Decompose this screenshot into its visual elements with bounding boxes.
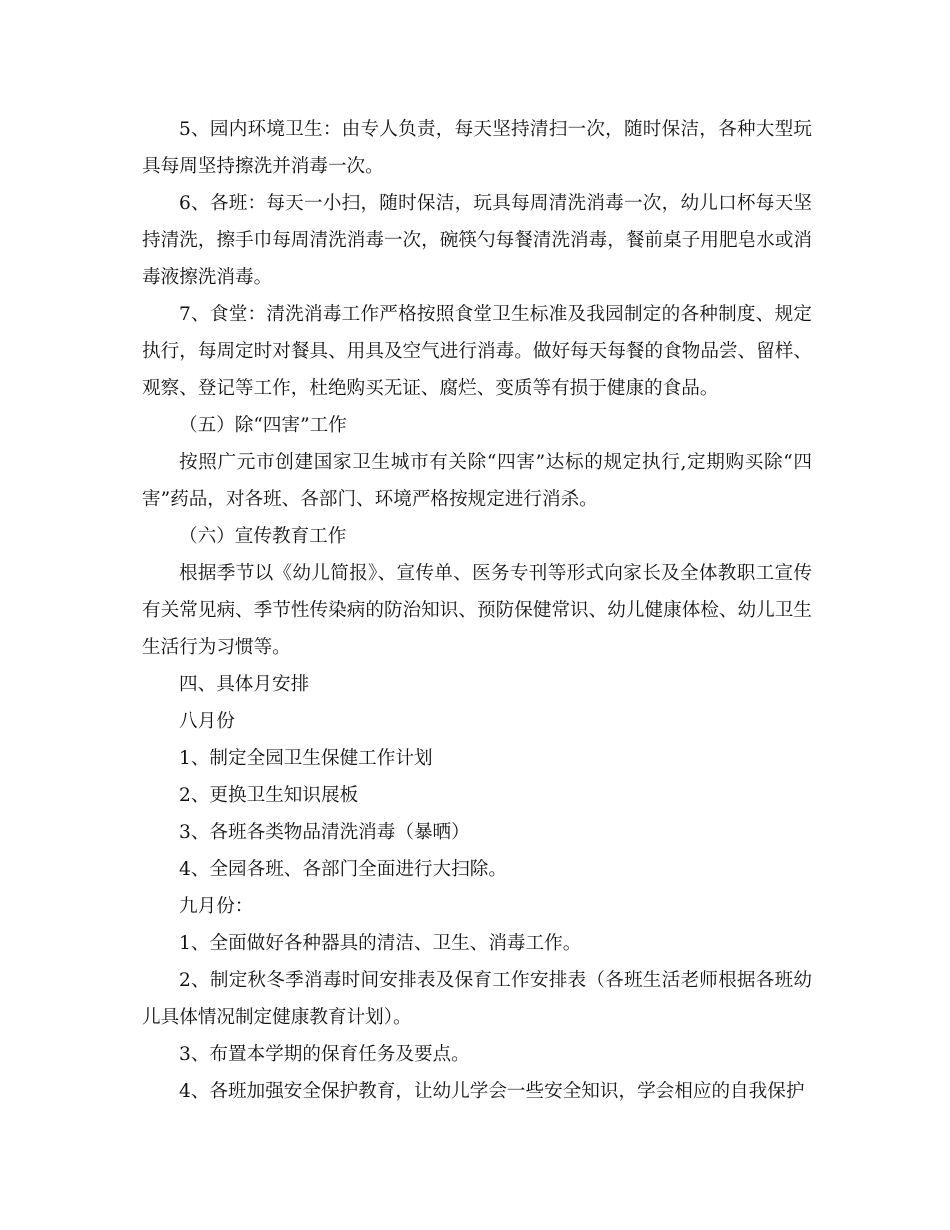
list-item: 4、各班加强安全保护教育，让幼儿学会一些安全知识，学会相应的自我保护 [179, 1081, 805, 1102]
section-heading-education: （六）宣传教育工作 [179, 526, 347, 547]
paragraph-environment-hygiene: 5、园内环境卫生：由专人负责，每天坚持清扫一次，随时保洁，各种大型玩具每周坚持擦洗并消毒一次。 [142, 119, 812, 177]
list-item: 1、全面做好各种器具的清洁、卫生、消毒工作。 [179, 933, 582, 954]
list-item: 1、制定全园卫生保健工作计划 [179, 748, 433, 769]
paragraph-education: 根据季节以《幼儿简报》、宣传单、医务专刊等形式向家长及全体教职工宣传有关常见病、季节性传染病的防治知识、预防保健常识、幼儿健康体检、幼儿卫生生活行为习惯等。 [142, 563, 812, 658]
section-heading-monthly-plan: 四、具体月安排 [179, 674, 310, 695]
list-item: 2、制定秋冬季消毒时间安排表及保育工作安排表（各班生活老师根据各班幼儿具体情况制定健康教育计划）。 [142, 970, 812, 1028]
paragraph-canteen: 7、食堂：清洗消毒工作严格按照食堂卫生标准及我园制定的各种制度、规定执行，每周定时对餐具、用具及空气进行消毒。做好每天每餐的食物品尝、留样、观察、登记等工作，杜绝购买无证、腐烂、变质等有损于健康的食品。 [142, 304, 812, 399]
month-heading-august: 八月份 [179, 711, 235, 732]
list-item: 3、布置本学期的保育任务及要点。 [179, 1044, 470, 1065]
document-body [142, 111, 812, 1110]
month-heading-september: 九月份： [179, 896, 254, 917]
list-item: 2、更换卫生知识展板 [179, 785, 359, 806]
paragraph-class-hygiene: 6、各班：每天一小扫，随时保洁，玩具每周清洗消毒一次，幼儿口杯每天坚持清洗，擦手巾每周清洗消毒一次，碗筷勺每餐清洗消毒，餐前桌子用肥皂水或消毒液擦洗消毒。 [142, 193, 812, 288]
paragraph-four-pests: 按照广元市创建国家卫生城市有关除“四害”达标的规定执行,定期购买除“四害”药品，对各班、各部门、环境严格按规定进行消杀。 [142, 452, 812, 510]
list-item: 4、全园各班、各部门全面进行大扫除。 [179, 859, 507, 880]
list-item: 3、各班各类物品清洗消毒（暴晒） [179, 822, 470, 843]
section-heading-four-pests: （五）除“四害”工作 [179, 415, 347, 436]
